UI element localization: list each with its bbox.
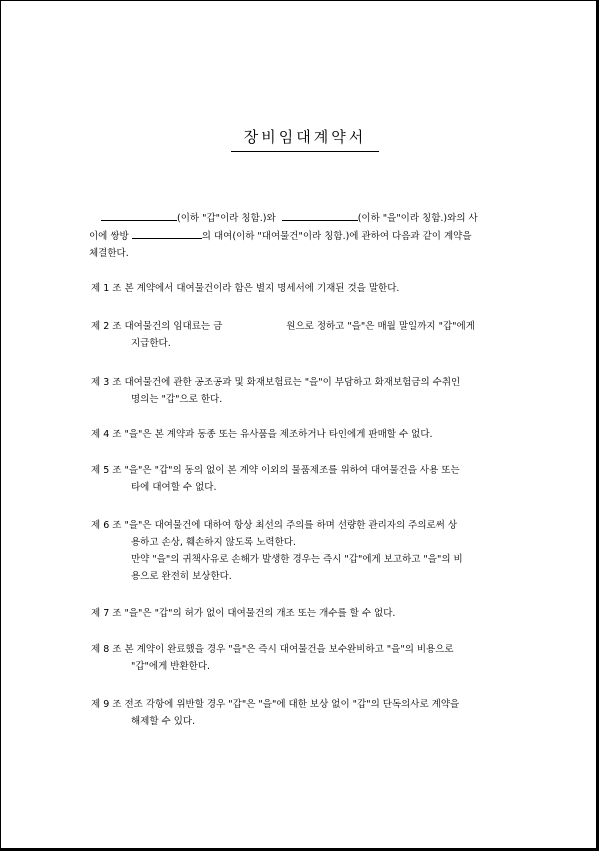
- article-1: [91, 280, 531, 297]
- article-line: 용으로 완전히 보상한다.: [131, 571, 232, 582]
- article-line: 제 4 조 "을"은 본 계약과 동종 또는 유사품을 제조하거나 타인에게 판매할 수 없다.: [91, 429, 433, 440]
- intro-text-4: 의 대여(이하 "대여물건"이라 칭함.)에 관하여 다음과 같이 계약을: [201, 231, 472, 242]
- article-line: 제 7 조 "을"은 "갑"의 허가 없이 대여물건의 개조 또는 개수를 할 수 없다.: [91, 608, 396, 619]
- article-line: 제 1 조 본 계약에서 대여물건이라 함은 별지 명세서에 기재된 것을 말한다.: [91, 283, 400, 294]
- article-text: 원으로 정하고 "을"은 매월 말일까지 "갑"에게: [286, 321, 475, 332]
- article-line: 지급한다.: [131, 338, 171, 349]
- article-line: 명의는 "갑"으로 한다.: [131, 394, 223, 405]
- intro-text-1: (이하 "갑"이라 칭함.)와: [177, 213, 276, 224]
- article-6: [91, 517, 531, 585]
- article-7: [91, 605, 531, 622]
- intro-line-1: [89, 209, 529, 227]
- article-9: [91, 696, 531, 730]
- article-line: 제 3 조 대여물건에 관한 공조공과 및 화재보험료는 "을"이 부담하고 화재보험금의 수취인: [91, 377, 461, 388]
- article-4: [91, 426, 531, 443]
- intro-text-3: 이에 쌍방: [89, 231, 129, 242]
- article-line: 제 6 조 "을"은 대여물건에 대하여 항상 최선의 주의를 하며 선량한 관리자의 주의로써 상: [91, 520, 458, 531]
- article-5: [91, 462, 531, 496]
- blank-lessee[interactable]: [282, 209, 358, 221]
- blank-equipment[interactable]: [132, 227, 202, 239]
- article-line: [91, 318, 531, 335]
- article-line: "갑"에게 반환한다.: [131, 661, 211, 672]
- intro-text-2: (이하 "을"이라 칭함.)와의 사: [357, 213, 478, 224]
- intro-line-3: 체결한다.: [89, 248, 129, 259]
- intro-paragraph: [89, 209, 529, 262]
- article-line: 타에 대여할 수 없다.: [131, 482, 217, 493]
- blank-lessor[interactable]: [101, 209, 177, 221]
- article-3: [91, 374, 531, 408]
- page-title: 장비임대계약서: [231, 126, 379, 152]
- article-line: 제 5 조 "을"은 "갑"의 동의 없이 본 계약 이외의 물품제조를 위하여 대여물건을 사용 또는: [91, 465, 460, 476]
- article-line: 제 9 조 전조 각항에 위반할 경우 "갑"은 "을"에 대한 보상 없이 "갑"의 단독의사로 계약을: [91, 699, 460, 710]
- article-2: [91, 318, 531, 352]
- article-line: 제 8 조 본 계약이 완료했을 경우 "을"은 즉시 대여물건을 보수완비하고 "을"의 비용으로: [91, 644, 454, 655]
- article-8: [91, 641, 531, 675]
- article-line: 해제할 수 있다.: [131, 716, 196, 727]
- article-text: 제 2 조 대여물건의 임대료는 금: [91, 321, 223, 332]
- intro-line-2: [89, 227, 529, 245]
- article-line: 용하고 손상, 훼손하지 않도록 노력한다.: [131, 537, 296, 548]
- article-line: 만약 "을"의 귀책사유로 손해가 발생한 경우는 즉시 "갑"에게 보고하고 "을"의 비: [131, 554, 463, 565]
